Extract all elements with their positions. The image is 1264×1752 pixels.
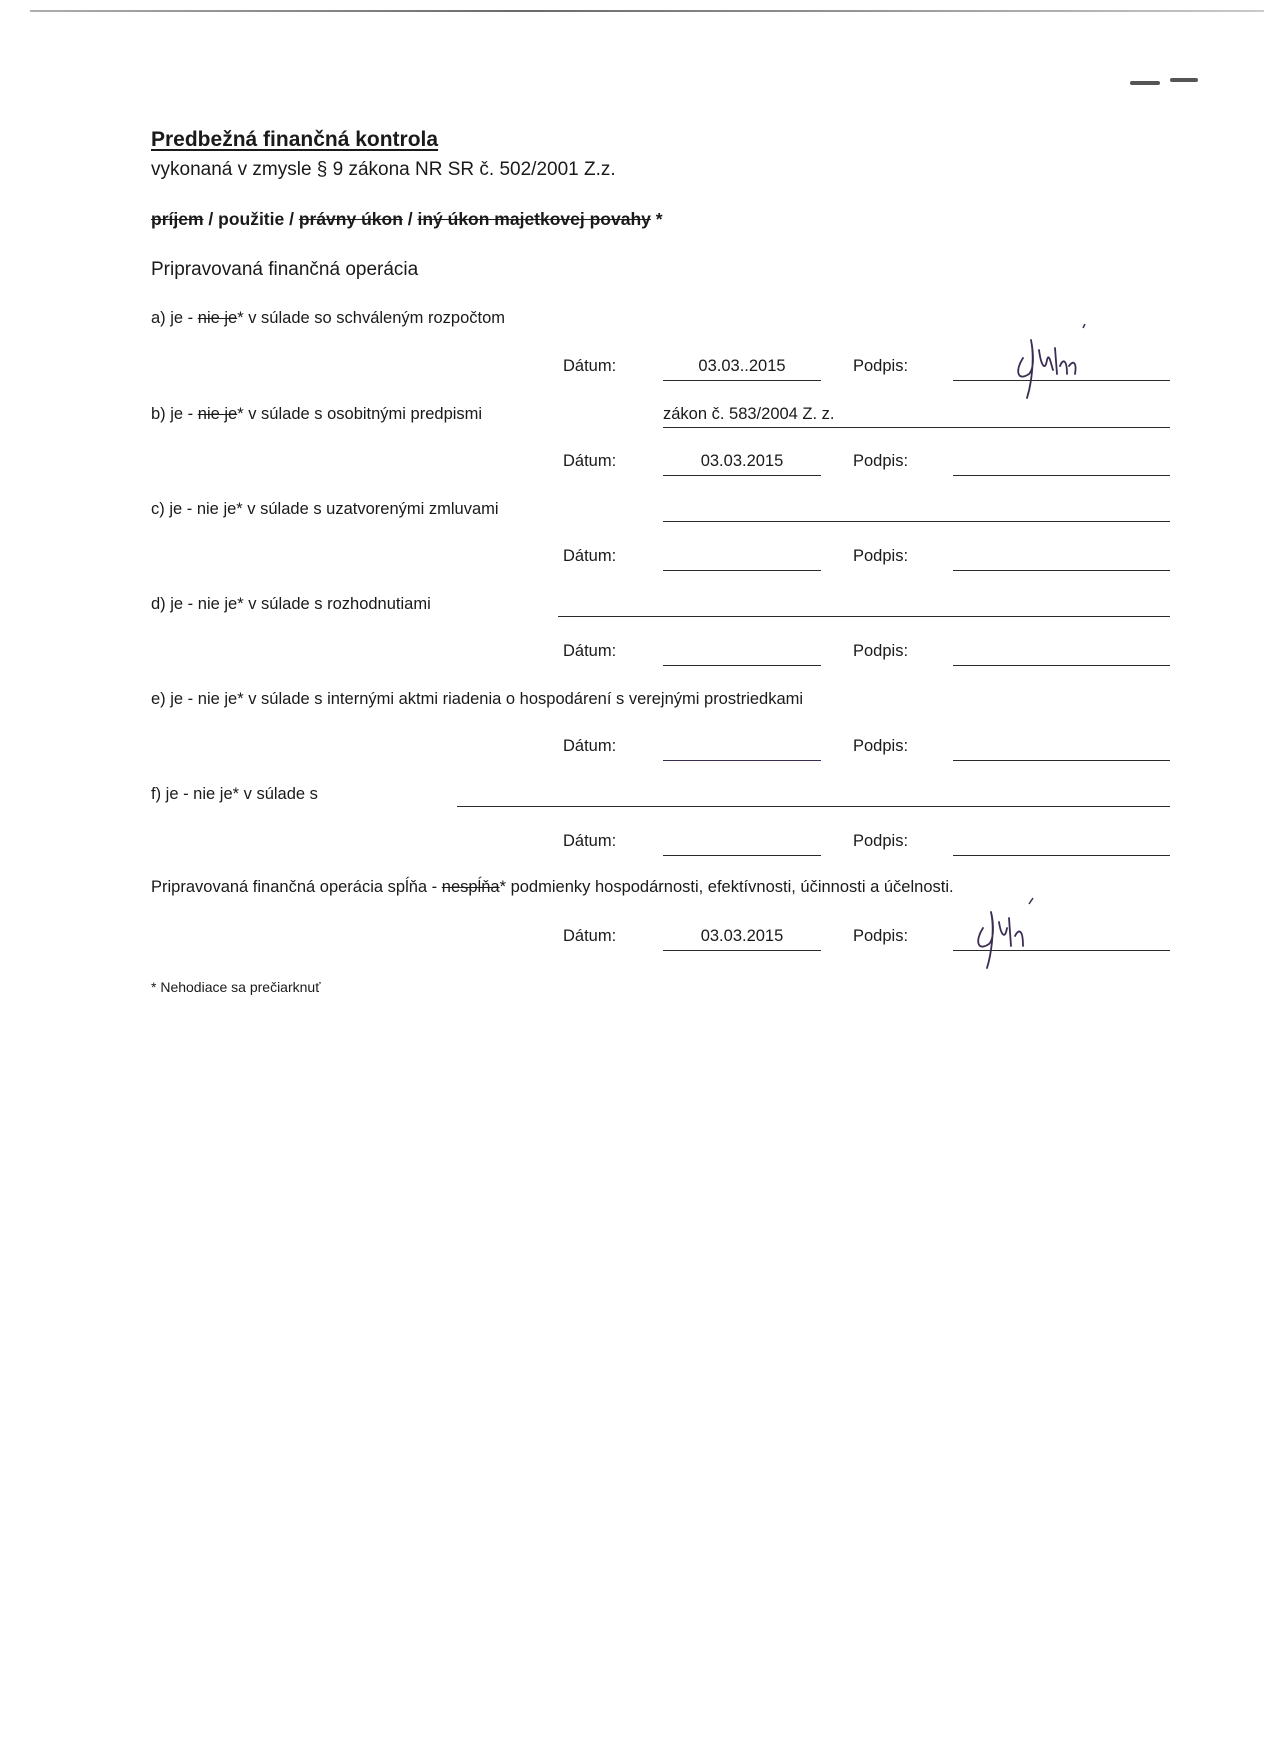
- date-value-a: 03.03..2015: [698, 357, 786, 375]
- item-suffix: nie je* v súlade s internými aktmi riadenia o hospodárení s verejnými prostriedkami: [197, 690, 804, 708]
- item-suffix: * v súlade so schváleným rozpočtom: [237, 309, 506, 327]
- legal-basis-b: zákon č. 583/2004 Z. z.: [663, 405, 835, 423]
- item-d: [151, 595, 431, 614]
- item-prefix: c) je -: [151, 500, 197, 518]
- date-line-b: [663, 475, 821, 476]
- item-suffix: nie je* v súlade s uzatvorenými zmluvami: [196, 500, 499, 518]
- item-f: [151, 785, 318, 804]
- sign-label-d: Podpis:: [853, 642, 909, 660]
- type-separator: /: [203, 209, 219, 229]
- item-suffix: nie je* v súlade s: [193, 785, 318, 803]
- item-suffix: nie je* v súlade s rozhodnutiami: [197, 595, 431, 613]
- item-e: [151, 690, 803, 709]
- type-legal-act: právny úkon: [298, 209, 403, 229]
- blank-line-f: [457, 806, 1170, 807]
- sign-label-e: Podpis:: [853, 737, 909, 755]
- type-footnote-star: *: [650, 209, 663, 229]
- sign-label-b: Podpis:: [853, 452, 909, 470]
- date-label-b: Dátum:: [563, 452, 617, 470]
- sign-line-f: [953, 855, 1170, 856]
- date-value-final: 03.03.2015: [700, 927, 784, 945]
- date-line-a: [663, 380, 821, 381]
- sign-label-f: Podpis:: [853, 832, 909, 850]
- type-separator: /: [402, 209, 418, 229]
- compliance-statement: [151, 878, 954, 897]
- item-prefix: d) je -: [151, 595, 198, 613]
- sign-line-d: [953, 665, 1170, 666]
- item-prefix: f) je -: [151, 785, 194, 803]
- date-line-e: [663, 760, 821, 761]
- operation-label: Pripravovaná finančná operácia: [151, 259, 419, 280]
- legal-line-b: [663, 427, 1170, 428]
- item-c: [151, 500, 499, 519]
- compliance-suffix: * podmienky hospodárnosti, efektívnosti, účinnosti a účelnosti.: [499, 878, 954, 896]
- date-label-final: Dátum:: [563, 927, 617, 945]
- date-label-a: Dátum:: [563, 357, 617, 375]
- sign-label-c: Podpis:: [853, 547, 909, 565]
- date-line-f: [663, 855, 821, 856]
- date-label-e: Dátum:: [563, 737, 617, 755]
- footnote: * Nehodiace sa prečiarknuť: [151, 979, 321, 995]
- page-title: Predbežná finančná kontrola: [151, 128, 439, 151]
- date-line-c: [663, 570, 821, 571]
- operation-types: [151, 209, 663, 230]
- item-b: [151, 405, 482, 424]
- page-subtitle: vykonaná v zmysle § 9 zákona NR SR č. 502/2001 Z.z.: [151, 159, 616, 180]
- blank-line-d: [558, 616, 1170, 617]
- compliance-struck: nespĺňa: [441, 878, 500, 896]
- compliance-prefix: Pripravovaná finančná operácia spĺňa -: [151, 878, 442, 896]
- date-label-c: Dátum:: [563, 547, 617, 565]
- item-struck: nie je: [197, 309, 238, 327]
- date-label-f: Dátum:: [563, 832, 617, 850]
- date-line-d: [663, 665, 821, 666]
- sign-label-final: Podpis:: [853, 927, 909, 945]
- scan-edge-line: [30, 10, 1264, 12]
- item-struck: nie je: [197, 405, 238, 423]
- scan-marks: [1130, 78, 1210, 88]
- date-label-d: Dátum:: [563, 642, 617, 660]
- sign-line-e: [953, 760, 1170, 761]
- item-suffix: * v súlade s osobitnými predpismi: [237, 405, 483, 423]
- date-value-b: 03.03.2015: [700, 452, 784, 470]
- sign-line-c: [953, 570, 1170, 571]
- type-separator: /: [284, 209, 299, 229]
- date-line-final: [663, 950, 821, 951]
- item-a: [151, 309, 505, 328]
- sign-line-b: [953, 475, 1170, 476]
- item-prefix: e) je -: [151, 690, 198, 708]
- sign-label-a: Podpis:: [853, 357, 909, 375]
- type-property-act: iný úkon majetkovej povahy: [417, 209, 651, 229]
- type-income: príjem: [151, 209, 204, 229]
- item-prefix: a) je -: [151, 309, 198, 327]
- item-prefix: b) je -: [151, 405, 198, 423]
- type-usage: použitie: [218, 209, 285, 229]
- blank-line-c: [663, 521, 1170, 522]
